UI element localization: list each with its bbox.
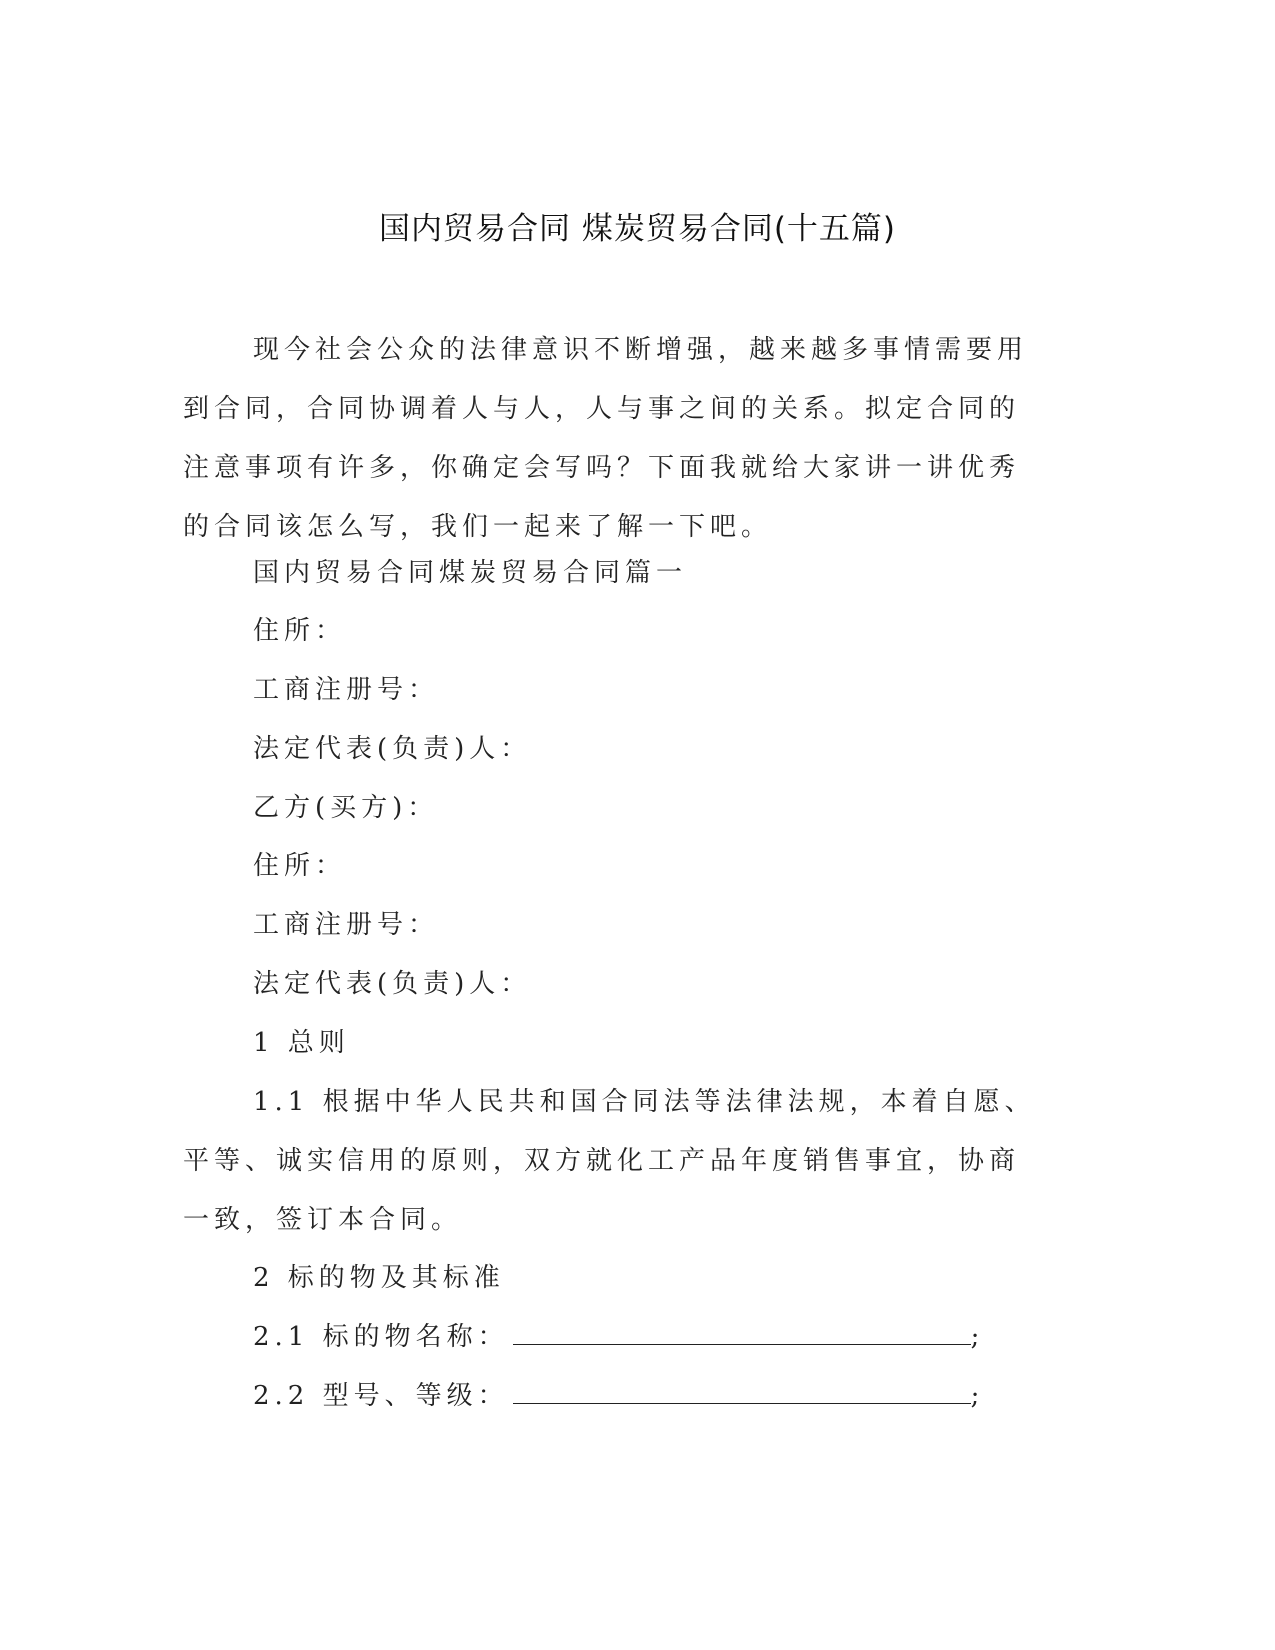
document-title: 国内贸易合同 煤炭贸易合同(十五篇) [378,211,897,247]
party-a-address: 住所： [253,616,347,646]
clause-2-2-row [253,1376,984,1416]
intro-paragraph: 现今社会公众的法律意识不断增强，越来越多事情需要用到合同，合同协调着人与人，人与事之间的关系。拟定合同的注意事项有许多，你确定会写吗？下面我就给大家讲一讲优秀的合同该怎么写，我们一起来了解一下吧。 [183,335,1029,542]
line-end-semicolon: ; [970,1381,985,1411]
party-b-representative: 法定代表(负责)人： [253,969,532,999]
clause-2-2-label: 2.2 型号、等级： [253,1381,509,1411]
party-a-representative: 法定代表(负责)人： [253,734,532,764]
clause-2-1-row [253,1317,984,1357]
section-title: 国内贸易合同煤炭贸易合同篇一 [253,558,688,588]
clause-1-1-paragraph: 1.1 根据中华人民共和国合同法等法律法规，本着自愿、平等、诚实信用的原则，双方就化工产品年度销售事宜，协商一致，签订本合同。 [183,1087,1036,1235]
clause-1-heading: 1 总则 [253,1028,350,1058]
party-b-address: 住所： [253,851,347,881]
line-end-semicolon: ; [970,1322,985,1352]
party-b-label: 乙方(买方)： [253,793,439,823]
fill-in-blank-line [513,1377,971,1404]
party-a-registration: 工商注册号： [253,675,440,705]
clause-2-heading: 2 标的物及其标准 [253,1263,505,1293]
fill-in-blank-line [513,1318,971,1345]
clause-2-1-label: 2.1 标的物名称： [253,1322,509,1352]
party-b-registration: 工商注册号： [253,910,440,940]
